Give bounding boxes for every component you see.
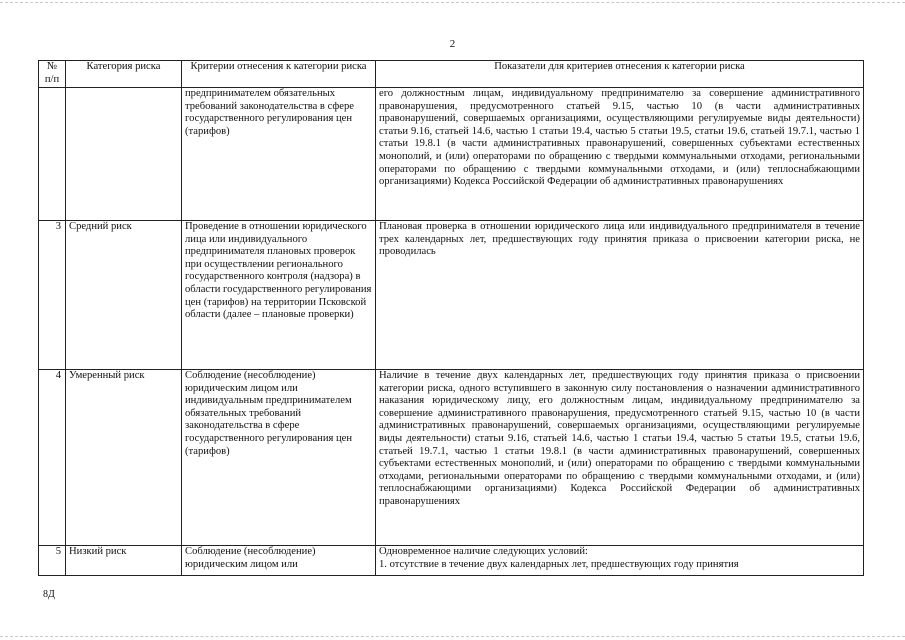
row-criteria: предпринимателем обязательных требований законодательства в сфере государственного регулирования цен (тарифов) [182, 88, 376, 221]
row-indicators: Наличие в течение двух календарных лет, предшествующих году принятия приказа о присвоении категории риска, одного вступившего в законную силу постановления о назначении административного наказания юридическому лицу, его должностным лицам, индивидуальному предпринимателю за совершение административного правонарушения, предусмотренного статьей 9.15, частью 10 (в части административных правонарушений, совершаемых организациями, осуществляющими регулируемые виды деятельности) статьи 9.16, статьей 14.6, частью 1 статьи 19.4, частью 5 статьи 19.5, статьи 19.6, статьей 19.7.1, частью 1 статьи 19.8.1 (в части административных правонарушений, совершенных субъектами естественных монополий, и (или) операторами по обращению с твердыми коммунальными отходами, региональными операторами по обращению с твердыми коммунальными отходами, и (или) теплоснабжающими организациями) Кодекса Российской Федерации об административных правонарушениях [376, 370, 864, 546]
row-category [66, 88, 182, 221]
row-category: Средний риск [66, 221, 182, 370]
document-code: 8Д [43, 589, 55, 600]
row-num: 5 [39, 546, 66, 576]
row-criteria: Соблюдение (несоблюдение) юридическим лицом или [182, 546, 376, 576]
scan-bottom-edge [0, 636, 905, 637]
row-indicators: Плановая проверка в отношении юридического лица или индивидуального предпринимателя в течение трех календарных лет, предшествующих году принятия приказа о присвоении категории риска, не проводилась [376, 221, 864, 370]
scan-top-edge [0, 2, 905, 3]
row-criteria: Соблюдение (несоблюдение) юридическим лицом или индивидуальным предпринимателем обязательных требований законодательства в сфере государственного регулирования цен (тарифов) [182, 370, 376, 546]
row-category: Умеренный риск [66, 370, 182, 546]
table-header-row [39, 61, 864, 88]
table-row [39, 370, 864, 546]
header-num: № п/п [39, 61, 66, 88]
table-row [39, 546, 864, 576]
row-criteria: Проведение в отношении юридического лица или индивидуального предпринимателя плановых проверок при осуществлении регионального государственного контроля (надзора) в области государственного регулирования цен (тарифов) на территории Псковской области (далее – плановые проверки) [182, 221, 376, 370]
header-indicators: Показатели для критериев отнесения к категории риска [376, 61, 864, 88]
table-row [39, 88, 864, 221]
risk-category-table [38, 60, 864, 576]
table-row [39, 221, 864, 370]
row-num: 3 [39, 221, 66, 370]
header-category: Категория риска [66, 61, 182, 88]
header-criteria: Критерии отнесения к категории риска [182, 61, 376, 88]
row-category: Низкий риск [66, 546, 182, 576]
page-number: 2 [449, 38, 456, 50]
row-num [39, 88, 66, 221]
row-indicators: его должностным лицам, индивидуальному предпринимателю за совершение административного правонарушения, предусмотренного статьей 9.15, частью 10 (в части административных правонарушений, совершаемых организациями, осуществляющими регулируемые виды деятельности) статьи 9.16, статьей 14.6, частью 1 статьи 19.4, частью 5 статьи 19.5, статьи 19.6, статьей 19.7.1, частью 1 статьи 19.8.1 (в части административных правонарушений, совершенных субъектами естественных монополий, и (или) операторами по обращению с твердыми коммунальными отходами, региональными операторами по обращению с твердыми коммунальными отходами, и (или) теплоснабжающими организациями) Кодекса Российской Федерации об административных правонарушениях [376, 88, 864, 221]
row-num: 4 [39, 370, 66, 546]
row-indicators: Одновременное наличие следующих условий: 1. отсутствие в течение двух календарных лет, предшествующих году принятия [376, 546, 864, 576]
